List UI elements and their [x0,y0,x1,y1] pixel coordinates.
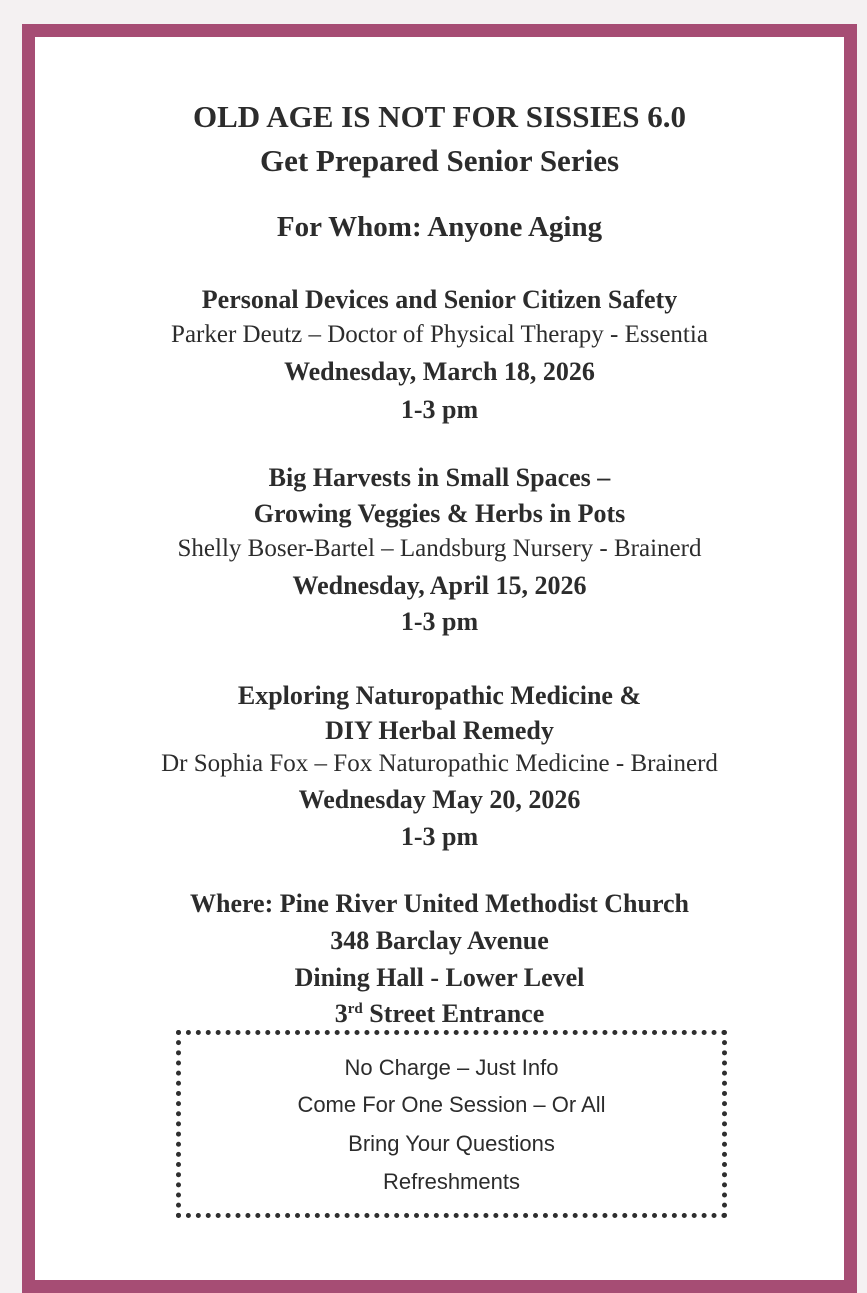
session-1-date: Wednesday, March 18, 2026 [284,357,595,386]
info-box [176,1030,727,1218]
entrance-number: 3 [334,999,348,1028]
entrance-text: Street Entrance [362,999,545,1028]
session-1-title: Personal Devices and Senior Citizen Safety [201,285,678,314]
info-line-sessions: Come For One Session – Or All [297,1092,606,1117]
session-2-title-line-1: Big Harvests in Small Spaces – [268,463,611,492]
flyer-title: OLD AGE IS NOT FOR SISSIES 6.0 [192,99,687,134]
location-address: 348 Barclay Avenue [330,926,549,955]
session-2-speaker: Shelly Boser-Bartel – Landsburg Nursery - Brainerd [177,535,702,562]
session-3-title-line-1: Exploring Naturopathic Medicine & [237,681,642,710]
session-1-speaker: Parker Deutz – Doctor of Physical Therapy - Essentia [171,321,708,348]
info-line-questions: Bring Your Questions [348,1131,555,1156]
session-3-time: 1-3 pm [400,822,479,851]
entrance-ordinal-suffix: rd [347,1001,363,1017]
session-2-time: 1-3 pm [400,607,479,636]
session-3-title-line-2: DIY Herbal Remedy [325,716,554,745]
flyer-subtitle: Get Prepared Senior Series [259,143,620,178]
location-room: Dining Hall - Lower Level [294,963,585,992]
info-line-refreshments: Refreshments [383,1169,520,1194]
session-2-date: Wednesday, April 15, 2026 [292,571,587,600]
session-3-speaker: Dr Sophia Fox – Fox Naturopathic Medicine - Brainerd [161,750,718,777]
session-1-time: 1-3 pm [400,395,479,424]
session-2-title-line-2: Growing Veggies & Herbs in Pots [253,499,626,528]
flyer-border [22,24,857,1293]
location-venue: Where: Pine River United Methodist Church [189,889,690,918]
location-entrance [35,999,844,1029]
info-line-cost: No Charge – Just Info [344,1055,559,1080]
audience-line: For Whom: Anyone Aging [276,211,603,243]
session-3-date: Wednesday May 20, 2026 [298,785,581,814]
flyer-content [35,37,844,1280]
